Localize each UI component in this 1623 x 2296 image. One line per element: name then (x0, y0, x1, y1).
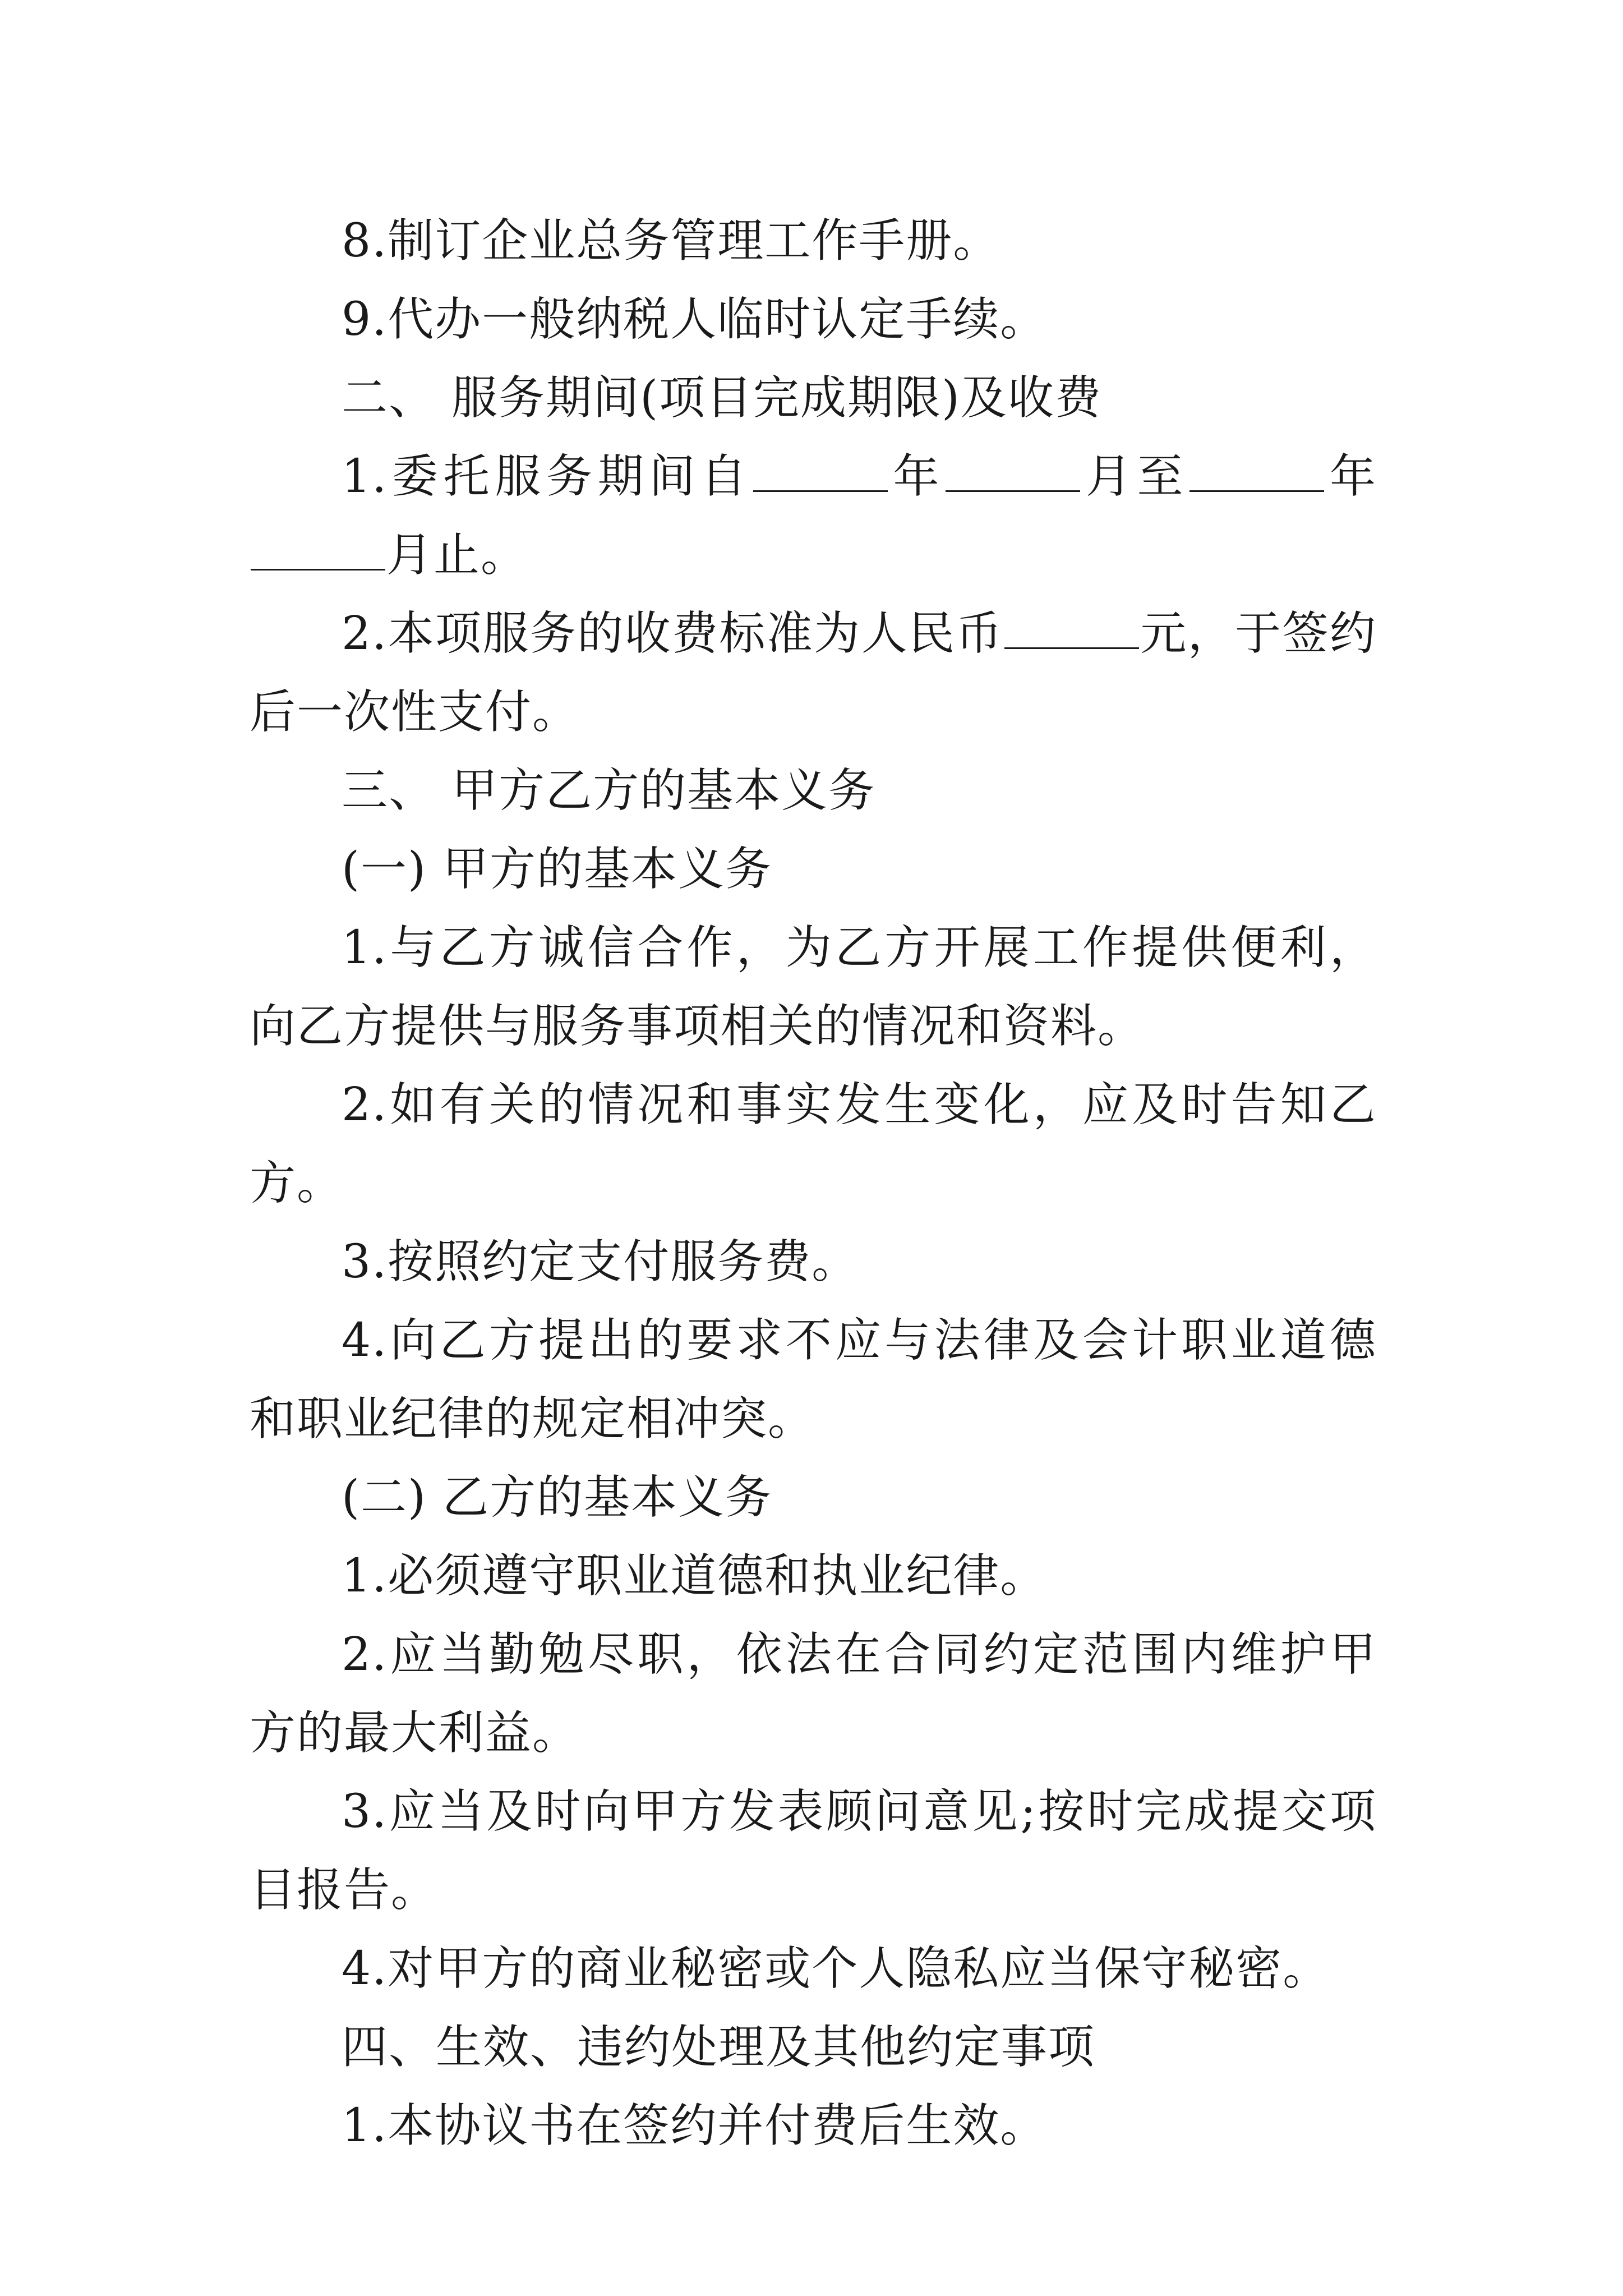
fill-in-blank (1004, 608, 1139, 649)
text-segment: 1.委托服务期间自 (342, 450, 752, 503)
text-segment: 元，于签约后一次性支付。 (250, 607, 1377, 739)
text-segment: 年 (888, 450, 945, 503)
text-segment: 年 (1325, 450, 1377, 503)
fill-in-blank (753, 451, 888, 492)
fill-in-blank (1189, 451, 1324, 492)
clause-paragraph: 1.与乙方诚信合作，为乙方开展工作提供便利，向乙方提供与服务事项相关的情况和资料。 (250, 921, 1377, 1053)
clause-paragraph: 9.代办一般纳税人临时认定手续。 (342, 293, 1048, 346)
section-heading: 三、 甲方乙方的基本义务 (342, 764, 876, 817)
section-heading: 四、生效、违约处理及其他约定事项 (342, 2021, 1096, 2074)
clause-paragraph: 2.应当勤勉尽职，依法在合同约定范围内维护甲方的最大利益。 (250, 1628, 1377, 1760)
clause-paragraph-fee (250, 595, 1377, 752)
text-segment: 月至 (1081, 450, 1189, 503)
clause-paragraph: 2.如有关的情况和事实发生变化，应及时告知乙方。 (250, 1078, 1377, 1210)
clause-paragraph: 8.制订企业总务管理工作手册。 (342, 214, 1000, 268)
text-segment: 月止。 (386, 528, 528, 582)
clause-paragraph: 1.必须遵守职业道德和执业纪律。 (342, 1549, 1048, 1603)
subsection-heading: (一) 甲方的基本义务 (342, 843, 773, 896)
clause-paragraph: 4.对甲方的商业秘密或个人隐私应当保守秘密。 (342, 1942, 1330, 1995)
clause-paragraph: 3.按照约定支付服务费。 (342, 1235, 859, 1289)
subsection-heading: (二) 乙方的基本义务 (342, 1471, 773, 1524)
clause-paragraph: 4.向乙方提出的要求不应与法律及会计职业道德和职业纪律的规定相冲突。 (250, 1314, 1377, 1446)
fill-in-blank (251, 530, 385, 570)
clause-paragraph: 3.应当及时向甲方发表顾问意见;按时完成提交项目报告。 (250, 1785, 1377, 1917)
section-heading: 二、 服务期间(项目完成期限)及收费 (342, 371, 1103, 425)
clause-paragraph-service-period (250, 438, 1377, 595)
text-segment: 2.本项服务的收费标准为人民币 (342, 607, 1003, 660)
clause-paragraph: 1.本协议书在签约并付费后生效。 (342, 2099, 1048, 2152)
fill-in-blank (946, 451, 1080, 492)
document-body (250, 202, 1377, 2165)
